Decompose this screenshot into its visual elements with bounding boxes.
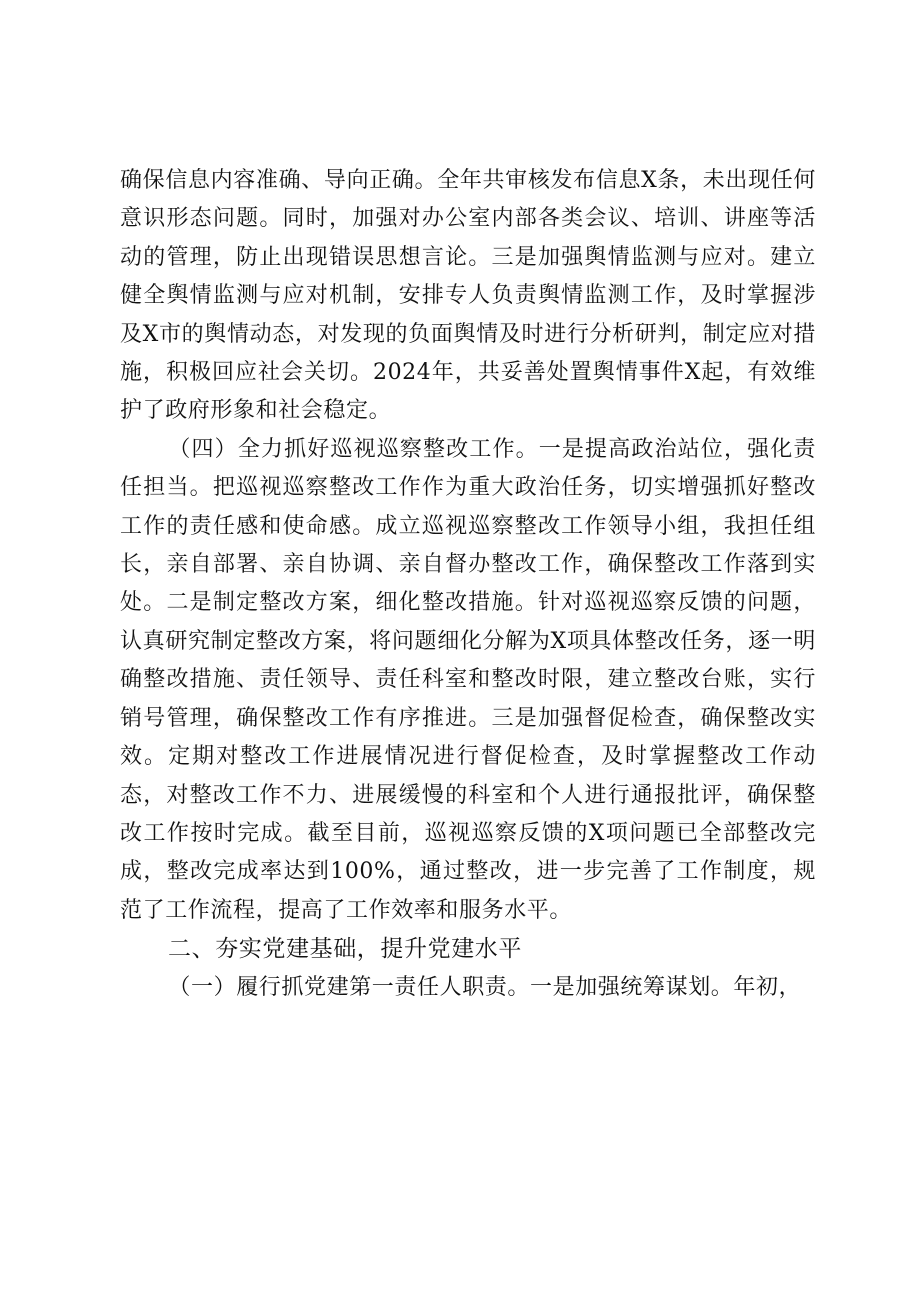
document-body (120, 162, 816, 1007)
paragraph-rectification: （四）全力抓好巡视巡察整改工作。一是提高政治站位，强化责任担当。把巡视巡察整改工作作为重大政治任务，切实增强抓好整改工作的责任感和使命感。成立巡视巡察整改工作领导小组，我担任组长，亲自部署、亲自协调、亲自督办整改工作，确保整改工作落到实处。二是制定整改方案，细化整改措施。针对巡视巡察反馈的问题，认真研究制定整改方案，将问题细化分解为X项具体整改任务，逐一明确整改措施、责任领导、责任科室和整改时限，建立整改台账，实行销号管理，确保整改工作有序推进。三是加强督促检查，确保整改实效。定期对整改工作进展情况进行督促检查，及时掌握整改工作动态，对整改工作不力、进展缓慢的科室和个人进行通报批评，确保整改工作按时完成。截至目前，巡视巡察反馈的X项问题已全部整改完成，整改完成率达到100%，通过整改，进一步完善了工作制度，规范了工作流程，提高了工作效率和服务水平。 (120, 436, 816, 923)
paragraph-party-building: （一）履行抓党建第一责任人职责。一是加强统筹谋划。年初， (168, 974, 802, 1000)
section-heading: 二、夯实党建基础，提升党建水平 (168, 936, 522, 963)
paragraph-continuation: 确保信息内容准确、导向正确。全年共审核发布信息X条，未出现任何意识形态问题。同时，加强对办公室内部各类会议、培训、讲座等活动的管理，防止出现错误思想言论。三是加强舆情监测与应对。建立健全舆情监测与应对机制，安排专人负责舆情监测工作，及时掌握涉及X市的舆情动态，对发现的负面舆情及时进行分析研判，制定应对措施，积极回应社会关切。2024年，共妥善处置舆情事件X起，有效维护了政府形象和社会稳定。 (120, 168, 816, 424)
